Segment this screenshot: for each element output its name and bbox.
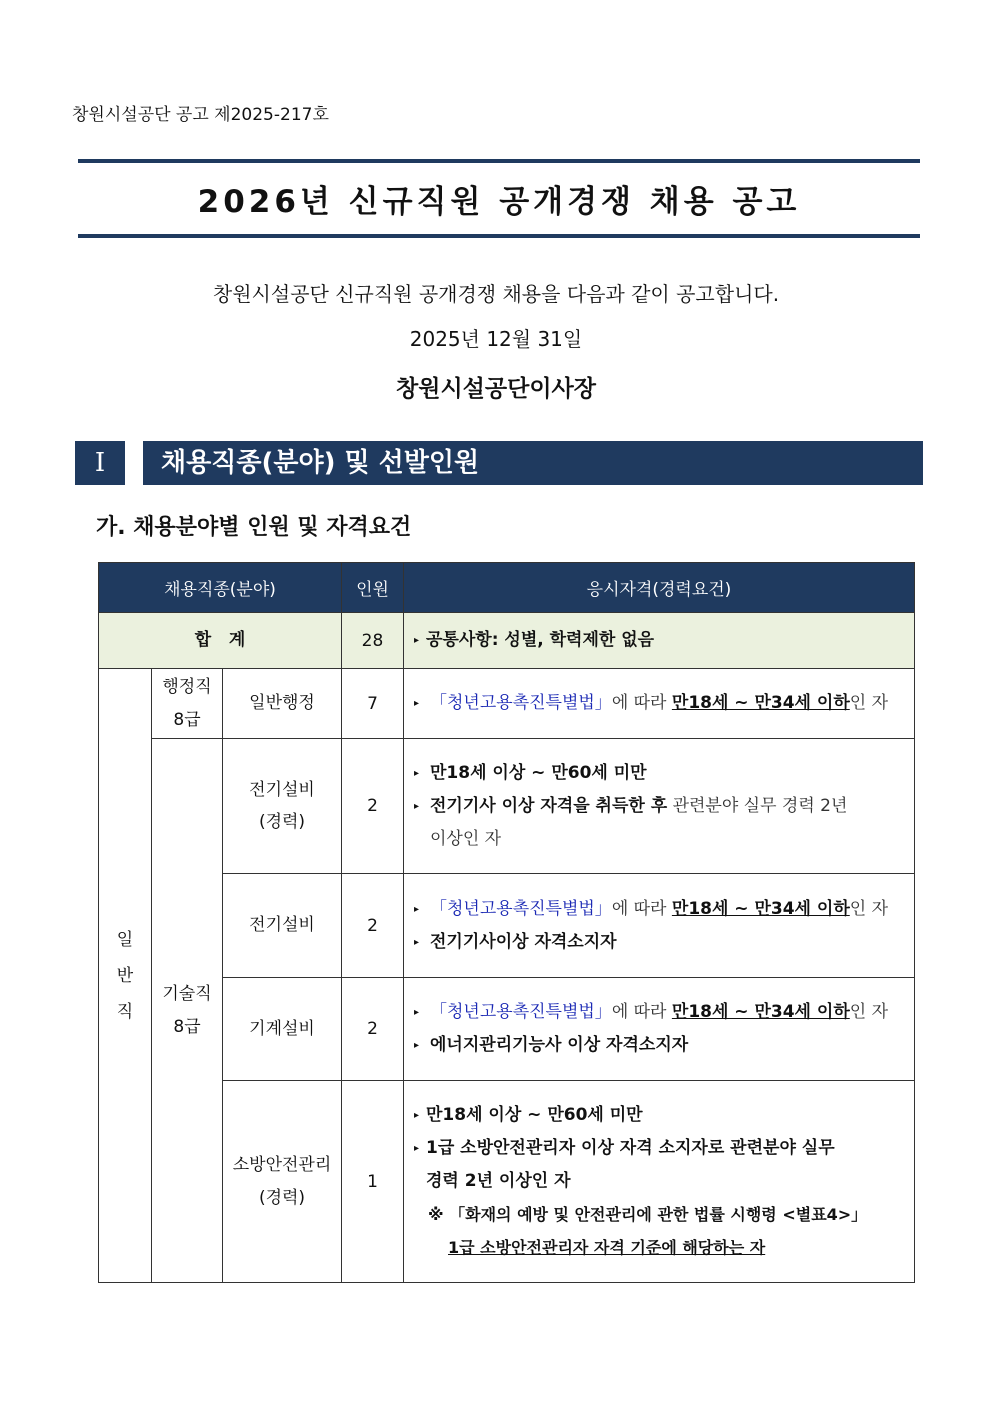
notice-date: 2025년 12월 31일 bbox=[409, 327, 583, 351]
bullet-icon: ▸ bbox=[414, 903, 420, 915]
bullet-icon: ▸ bbox=[414, 1007, 420, 1018]
bullet-icon: ▸ bbox=[414, 698, 420, 709]
field-name: 기계설비 bbox=[223, 978, 342, 1081]
page-title: 2026년 신규직원 공개경쟁 채용 공고 bbox=[197, 184, 801, 220]
category-cell: 일 반 직 bbox=[99, 669, 152, 1283]
field-qualification: ▸ 「청년고용촉진특별법」에 따라 만18세 ~ 만34세 이하인 자 bbox=[404, 669, 915, 739]
total-qualification: ▸ 공통사항: 성별, 학력제한 없음 bbox=[404, 613, 915, 669]
table-row bbox=[99, 669, 915, 739]
bullet-icon: ▸ bbox=[414, 1143, 420, 1154]
header-field: 채용직종(분야) bbox=[99, 563, 342, 613]
total-row bbox=[99, 613, 915, 669]
bullet-icon: ▸ bbox=[414, 1110, 420, 1121]
section-title: 채용직종(분야) 및 선발인원 bbox=[143, 441, 923, 485]
field-count: 2 bbox=[342, 874, 404, 978]
grade-tech: 기술직 8급 bbox=[152, 739, 223, 1283]
field-count: 2 bbox=[342, 978, 404, 1081]
field-name: 일반행정 bbox=[223, 669, 342, 739]
grade-admin: 행정직 8급 bbox=[152, 669, 223, 739]
field-name: 전기설비 bbox=[223, 874, 342, 978]
title-bottom-rule bbox=[78, 234, 920, 238]
recruitment-table bbox=[98, 562, 915, 1283]
header-qualification: 응시자격(경력요건) bbox=[404, 563, 915, 613]
table-row bbox=[99, 739, 915, 874]
field-count: 2 bbox=[342, 739, 404, 874]
bullet-icon: ▸ bbox=[414, 1040, 420, 1051]
header-count: 인원 bbox=[342, 563, 404, 613]
field-count: 1 bbox=[342, 1081, 404, 1283]
field-qualification: ▸ 만18세 이상 ~ 만60세 미만 ▸ 1급 소방안전관리자 이상 자격 소지자로 관련분야 실무 경력 2년 이상인 자 ※ 「화재의 예방 및 안전관리에 관한 법률 시행령 <별표4>」 1급 소방안전관리자 자격 기준에 해당하는 자 bbox=[404, 1081, 915, 1283]
subsection-title: 가. 채용분야별 인원 및 자격요건 bbox=[96, 515, 412, 540]
field-name: 전기설비 (경력) bbox=[223, 739, 342, 874]
field-qualification: ▸ 「청년고용촉진특별법」에 따라 만18세 ~ 만34세 이하인 자 ▸ 전기기사이상 자격소지자 bbox=[404, 874, 915, 978]
bullet-icon: ▸ bbox=[414, 635, 420, 646]
notice-number: 창원시설공단 공고 제2025-217호 bbox=[72, 105, 329, 125]
title-top-rule bbox=[78, 159, 920, 163]
total-label: 합 계 bbox=[99, 613, 342, 669]
field-name: 소방안전관리 (경력) bbox=[223, 1081, 342, 1283]
bullet-icon: ▸ bbox=[414, 800, 420, 812]
intro-text: 창원시설공단 신규직원 공개경쟁 채용을 다음과 같이 공고합니다. bbox=[212, 282, 780, 306]
signer: 창원시설공단이사장 bbox=[396, 376, 596, 402]
bullet-icon: ▸ bbox=[414, 936, 420, 948]
field-qualification: ▸ 만18세 이상 ~ 만60세 미만 ▸ 전기기사 이상 자격을 취득한 후 관련분야 실무 경력 2년 이상인 자 bbox=[404, 739, 915, 874]
total-count: 28 bbox=[342, 613, 404, 669]
section-number: Ⅰ bbox=[75, 441, 125, 485]
field-qualification: ▸ 「청년고용촉진특별법」에 따라 만18세 ~ 만34세 이하인 자 ▸ 에너지관리기능사 이상 자격소지자 bbox=[404, 978, 915, 1081]
bullet-icon: ▸ bbox=[414, 767, 420, 779]
field-count: 7 bbox=[342, 669, 404, 739]
table-header-row bbox=[99, 563, 915, 613]
